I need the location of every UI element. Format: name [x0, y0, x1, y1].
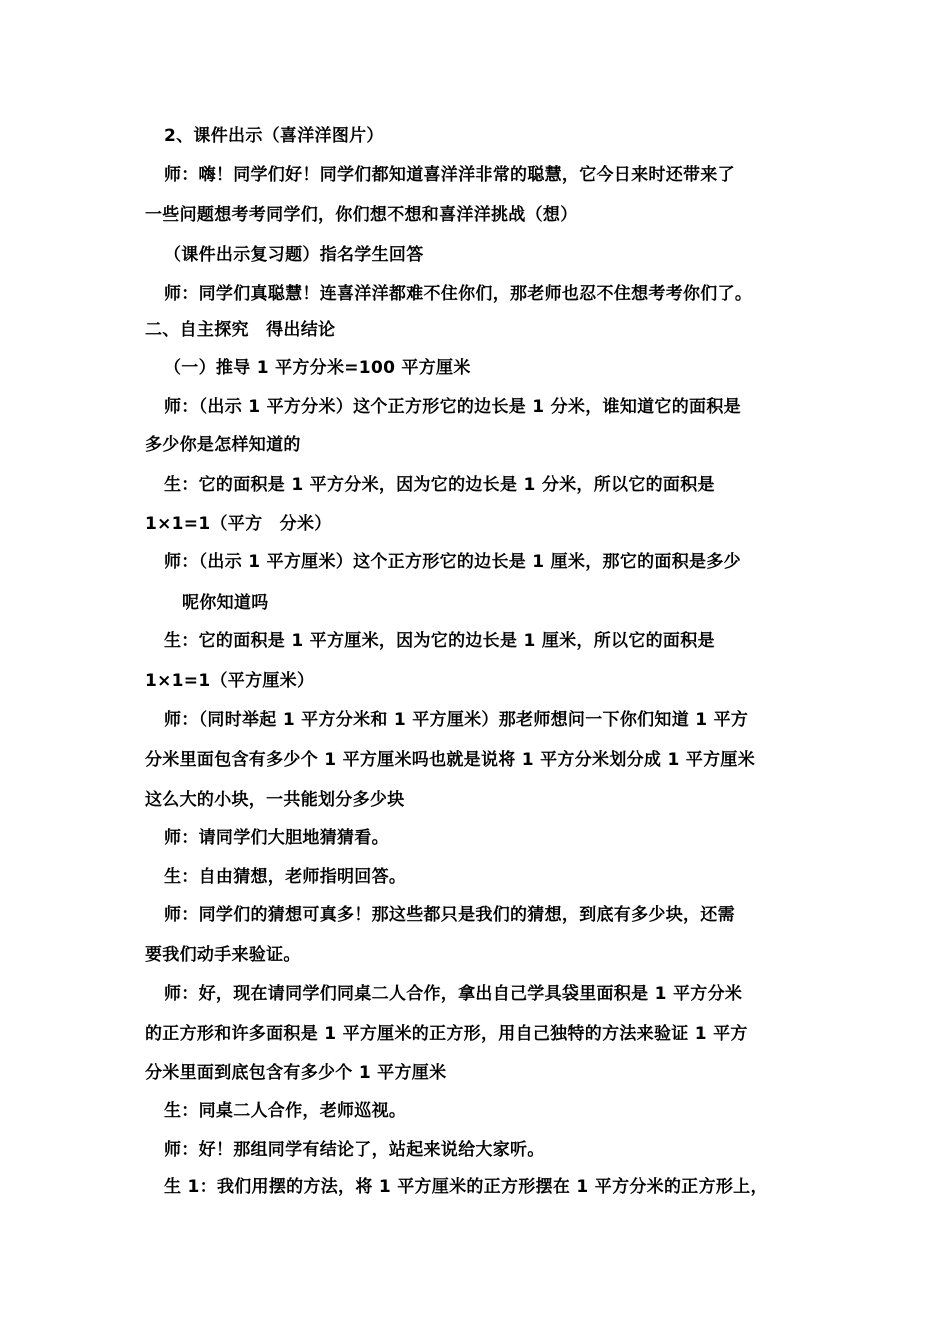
text-line: 生：它的面积是 1 平方分米，因为它的边长是 1 分米，所以它的面积是 — [164, 475, 715, 495]
subsection-heading: （一）推导 1 平方分米=100 平方厘米 — [164, 358, 471, 378]
text-line: 师：好！那组同学有结论了，站起来说给大家听。 — [164, 1140, 545, 1160]
text-line: 生：自由猜想，老师指明回答。 — [164, 867, 407, 887]
text-line: 分米里面到底包含有多少个 1 平方厘米 — [145, 1063, 447, 1083]
text-line: 要我们动手来验证。 — [145, 945, 301, 965]
text-line: （课件出示复习题）指名学生回答 — [164, 245, 424, 265]
text-line: 师：（出示 1 平方分米）这个正方形它的边长是 1 分米，谁知道它的面积是 — [164, 397, 741, 417]
text-line: 的正方形和许多面积是 1 平方厘米的正方形，用自己独特的方法来验证 1 平方 — [145, 1024, 748, 1044]
text-line: 生 1：我们用摆的方法，将 1 平方厘米的正方形摆在 1 平方分米的正方形上， — [164, 1177, 768, 1197]
section-heading: 二、自主探究 得出结论 — [145, 320, 336, 340]
text-line: 师：好，现在请同学们同桌二人合作，拿出自己学具袋里面积是 1 平方分米 — [164, 984, 743, 1004]
text-line: 分米里面包含有多少个 1 平方厘米吗也就是说将 1 平方分米划分成 1 平方厘米 — [145, 750, 755, 770]
text-line: 生：同桌二人合作，老师巡视。 — [164, 1101, 407, 1121]
text-line: 1×1=1（平方厘米） — [145, 671, 315, 691]
text-line: 一些问题想考考同学们，你们想不想和喜洋洋挑战（想） — [145, 205, 578, 225]
text-line: 师：嗨！同学们好！同学们都知道喜洋洋非常的聪慧，它今日来时还带来了 — [164, 165, 735, 185]
text-line: 1×1=1（平方 分米） — [145, 514, 332, 534]
text-line: 师：请同学们大胆地猜猜看。 — [164, 828, 389, 848]
text-line: 呢你知道吗 — [182, 593, 269, 613]
text-line: 师：（同时举起 1 平方分米和 1 平方厘米）那老师想问一下你们知道 1 平方 — [164, 710, 749, 730]
text-line: 师：（出示 1 平方厘米）这个正方形它的边长是 1 厘米，那它的面积是多少 — [164, 552, 741, 572]
text-line: 生：它的面积是 1 平方厘米，因为它的边长是 1 厘米，所以它的面积是 — [164, 631, 715, 651]
text-line: 师：同学们真聪慧！连喜洋洋都难不住你们，那老师也忍不住想考考你们了。 — [164, 284, 753, 304]
text-line: 2、课件出示（喜洋洋图片） — [164, 126, 384, 146]
text-line: 师：同学们的猜想可真多！那这些都只是我们的猜想，到底有多少块，还需 — [164, 905, 735, 925]
text-line: 多少你是怎样知道的 — [145, 435, 301, 455]
text-line: 这么大的小块，一共能划分多少块 — [145, 790, 405, 810]
